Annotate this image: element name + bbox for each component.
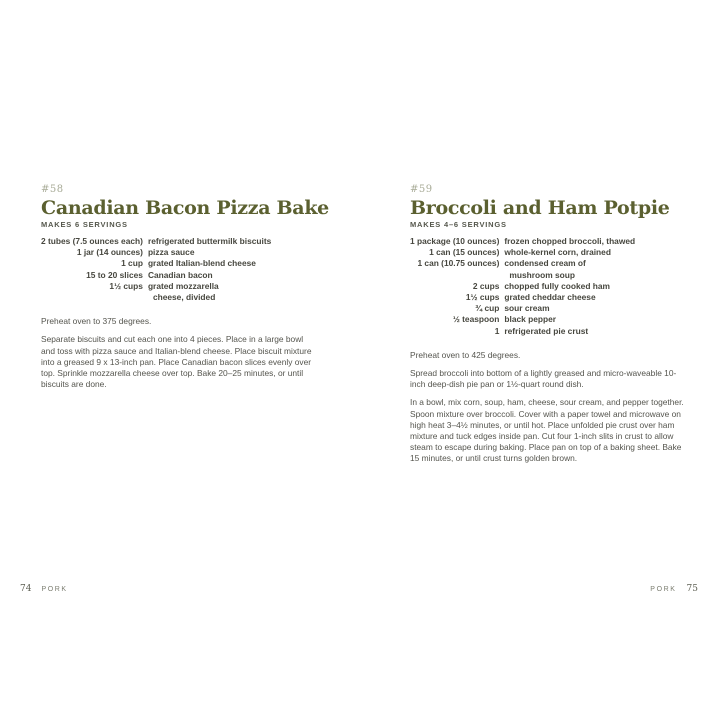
ingredient-name: refrigerated pie crust	[504, 325, 589, 336]
ingredient-row	[410, 247, 635, 258]
ingredient-row	[41, 281, 271, 303]
ingredient-name: condensed cream of	[504, 258, 586, 269]
recipe-number: #58	[41, 184, 64, 195]
ingredient-row	[410, 258, 635, 280]
ingredient-amount: 1 package (10 ounces)	[410, 236, 500, 246]
ingredient-name: Canadian bacon	[147, 269, 213, 280]
section-name: PORK	[41, 586, 68, 593]
page-footer	[20, 584, 68, 595]
instruction-step: Spread broccoli into bottom of a lightly greased and micro-waveable 10-inch deep-dish pie pan or 1½-quart round dish.	[410, 368, 677, 390]
ingredient-name: sour cream	[504, 303, 550, 314]
ingredient-row	[410, 314, 635, 325]
ingredient-amount: 1 cup	[121, 258, 143, 269]
ingredient-row	[410, 292, 635, 303]
ingredient-name: grated Italian-blend cheese	[147, 258, 256, 269]
ingredient-row	[41, 258, 271, 269]
instruction-step: Preheat oven to 375 degrees.	[41, 316, 152, 327]
ingredient-name: chopped fully cooked ham	[504, 280, 611, 291]
ingredient-name-continued: mushroom soup	[509, 269, 575, 280]
instruction-step: In a bowl, mix corn, soup, ham, cheese, sour cream, and pepper together. Spoon mixture over broccoli. Cover with a paper towel and microwave on high heat 3–4½ minutes, or until hot. Place unfolded pie crust over ham mixture and tuck edges inside pan. Cut four 1-inch slits in crust to allow steam to escape during baking. Place pan on top of a baking sheet. Bake 15 minutes, or until crust turns golden brown.	[410, 397, 684, 464]
ingredient-amount: 1½ cups	[109, 280, 143, 291]
right-page	[360, 0, 720, 720]
ingredient-name: pizza sauce	[147, 247, 195, 258]
ingredient-amount: 1	[494, 325, 500, 336]
servings-label: MAKES 4–6 SERVINGS	[410, 220, 507, 229]
section-name: PORK	[650, 586, 677, 593]
servings-label: MAKES 6 SERVINGS	[41, 220, 128, 229]
ingredient-amount: ½ teaspoon	[452, 314, 500, 325]
ingredient-list	[41, 236, 271, 303]
ingredient-name: whole-kernel corn, drained	[504, 247, 611, 258]
ingredient-amount: 2 cups	[472, 280, 500, 291]
ingredient-name: grated cheddar cheese	[504, 292, 596, 303]
ingredient-amount: 1 jar (14 ounces)	[76, 247, 143, 258]
recipe-number: #59	[410, 184, 433, 195]
instruction-step: Separate biscuits and cut each one into 4 pieces. Place in a large bowl and toss with pizza sauce and Italian-blend cheese. Place biscuit mixture into a greased 9 x 13-inch pan. Place Canadian bacon slices evenly over top. Sprinkle mozzarella cheese over top. Bake 20–25 minutes, or until biscuits are done.	[41, 334, 312, 390]
ingredient-name: grated mozzarella	[147, 280, 219, 291]
ingredient-name-continued: cheese, divided	[152, 292, 216, 303]
ingredient-amount: 15 to 20 slices	[86, 269, 143, 280]
ingredient-row	[410, 281, 635, 292]
ingredient-row	[41, 247, 271, 258]
page-number: 75	[686, 584, 698, 594]
ingredient-name: frozen chopped broccoli, thawed	[504, 236, 636, 246]
ingredient-name: black pepper	[504, 314, 557, 325]
recipe-59	[410, 184, 690, 472]
ingredient-name: refrigerated buttermilk biscuits	[147, 236, 272, 246]
ingredient-amount: ¾ cup	[475, 303, 500, 314]
ingredient-row	[410, 326, 635, 337]
ingredient-row	[41, 270, 271, 281]
ingredient-list	[410, 236, 635, 337]
page-footer	[650, 584, 698, 595]
instruction-step: Preheat oven to 425 degrees.	[410, 349, 521, 360]
ingredient-row	[410, 236, 635, 247]
ingredient-amount: 2 tubes (7.5 ounces each)	[41, 236, 143, 246]
recipe-58	[41, 184, 329, 397]
ingredient-row	[410, 303, 635, 314]
page-number: 74	[20, 584, 32, 594]
recipe-title: Canadian Bacon Pizza Bake	[41, 197, 329, 219]
recipe-title: Broccoli and Ham Potpie	[410, 197, 670, 219]
ingredient-amount: 1½ cups	[465, 292, 500, 303]
ingredient-amount: 1 can (15 ounces)	[429, 247, 500, 258]
ingredient-row	[41, 236, 271, 247]
ingredient-amount: 1 can (10.75 ounces)	[417, 258, 500, 269]
